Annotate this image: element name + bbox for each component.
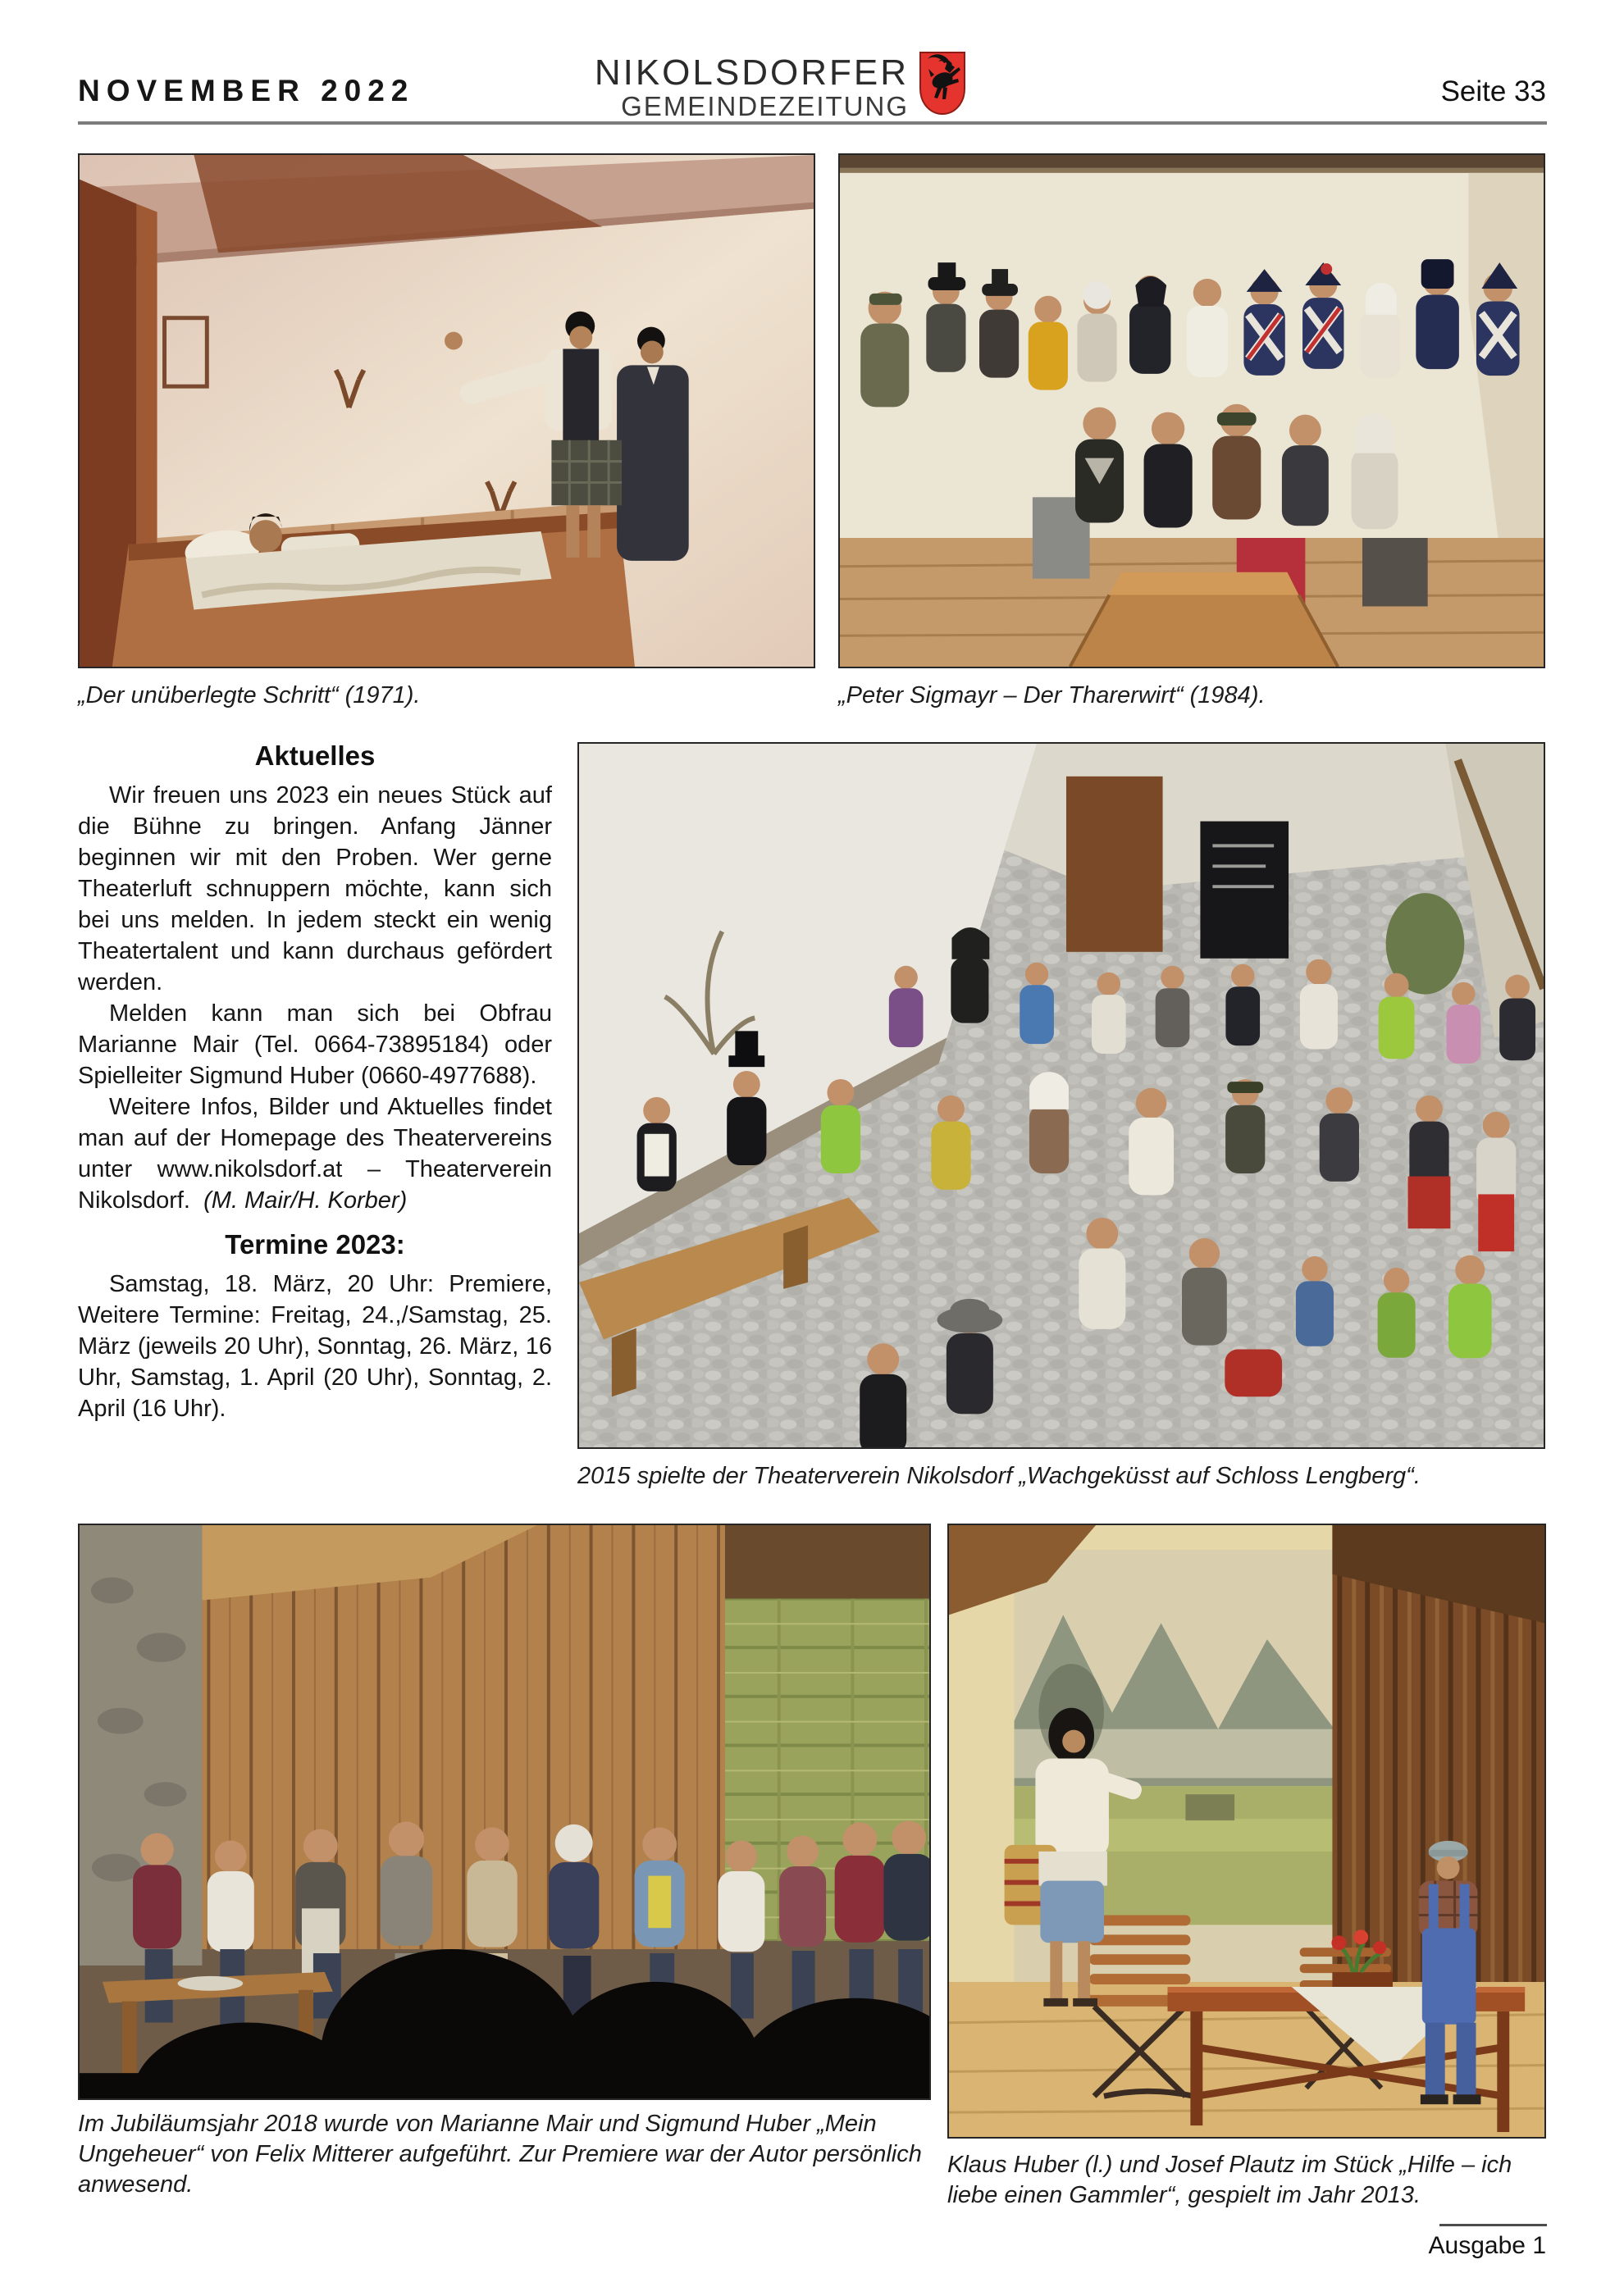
caption-bottom-right: Klaus Huber (l.) und Josef Plautz im Stück „Hilfe – ich liebe einen Gammler“, gespielt im Jahr 2013.: [947, 2152, 1512, 2208]
issue-month: NOVEMBER 2022: [78, 74, 415, 107]
photo-2015-wachgekuesst: [577, 742, 1545, 1449]
ceiling-beam: [840, 155, 1544, 168]
paragraph-3-text: Weitere Infos, Bilder und Aktuelles findet man auf der Homepage des Theatervereins unter www.nikolsdorf.at – Theaterverein Nikolsdorf.: [78, 1094, 552, 1214]
article-paragraph-dates: Samstag, 18. März, 20 Uhr: Premiere, Weitere Termine: Freitag, 24.,/Samstag, 25. März (jeweils 20 Uhr), Sonntag, 26. März, 16 Uhr, Samstag, 1. April (20 Uhr), Sonntag, 2. April (16 Uhr).: [78, 1271, 552, 1422]
painted-hut: [1185, 1794, 1234, 1820]
caption-top-left: „Der unüberlegte Schritt“ (1971).: [78, 682, 421, 708]
article-paragraph-1: Wir freuen uns 2023 ein neues Stück auf die Bühne zu bringen. Anfang Jänner beginnen wir mit den Proben. Wer gerne Theaterluft schnuppern möchte, kann sich bei uns melden. In jedem steckt ein wenig Theatertalent und kann durchaus gefördert werden.: [78, 782, 552, 995]
author-credit: (M. Mair/H. Korber): [203, 1187, 408, 1214]
yellow-top: [648, 1876, 671, 1929]
door: [1066, 777, 1163, 952]
article-column: [78, 740, 552, 1424]
logo-title: NIKOLSDORFER: [594, 52, 909, 93]
article-paragraph-2: Melden kann man sich bei Obfrau Marianne Mair (Tel. 0664-73895184) oder Spielleiter Sigmund Huber (0660-4977688).: [78, 1000, 552, 1089]
dark-planks: [725, 1525, 929, 1598]
overalls: [1422, 1928, 1476, 2024]
photo-1984-peter-sigmayr: [838, 153, 1545, 668]
article-heading-aktuelles: Aktuelles: [254, 740, 376, 771]
article-heading-termine: Termine 2023:: [225, 1229, 405, 1260]
photo-2013-gammler: [947, 1524, 1546, 2139]
photo-1971-der-unueberlegte-schritt: [78, 153, 815, 668]
issue-label: Ausgabe 1: [1428, 2232, 1546, 2259]
footer-rule: [1439, 2224, 1547, 2226]
photo-2018-mein-ungeheuer: [78, 1524, 931, 2100]
coat-of-arms-icon: [919, 51, 966, 116]
page-number: Seite 33: [1440, 75, 1546, 107]
white-hair: [555, 1824, 593, 1862]
red-cloth: [1225, 1350, 1282, 1397]
denim-breeches: [1040, 1881, 1104, 1943]
red-pants: [1478, 1194, 1514, 1251]
planter: [1332, 1972, 1393, 1988]
info-sign: [1200, 822, 1289, 959]
caption-middle: 2015 spielte der Theaterverein Nikolsdorf „Wachgeküsst auf Schloss Lengberg“.: [577, 1463, 1421, 1489]
white-bonnet: [1029, 1072, 1069, 1109]
caption-top-right: „Peter Sigmayr – Der Tharerwirt“ (1984).: [838, 682, 1266, 708]
article-paragraph-3: [78, 1091, 552, 1216]
red-skirt: [1408, 1177, 1451, 1229]
caption-bottom-left: Im Jubiläumsjahr 2018 wurde von Marianne Mair und Sigmund Huber „Mein Ungeheuer“ von Felix Mitterer aufgeführt. Zur Premiere war der Autor persönlich anwesend.: [78, 2111, 922, 2198]
masthead-logo: [541, 54, 909, 121]
logo-subtitle: GEMEINDEZEITUNG: [621, 91, 909, 121]
header-rule: [78, 121, 1547, 125]
